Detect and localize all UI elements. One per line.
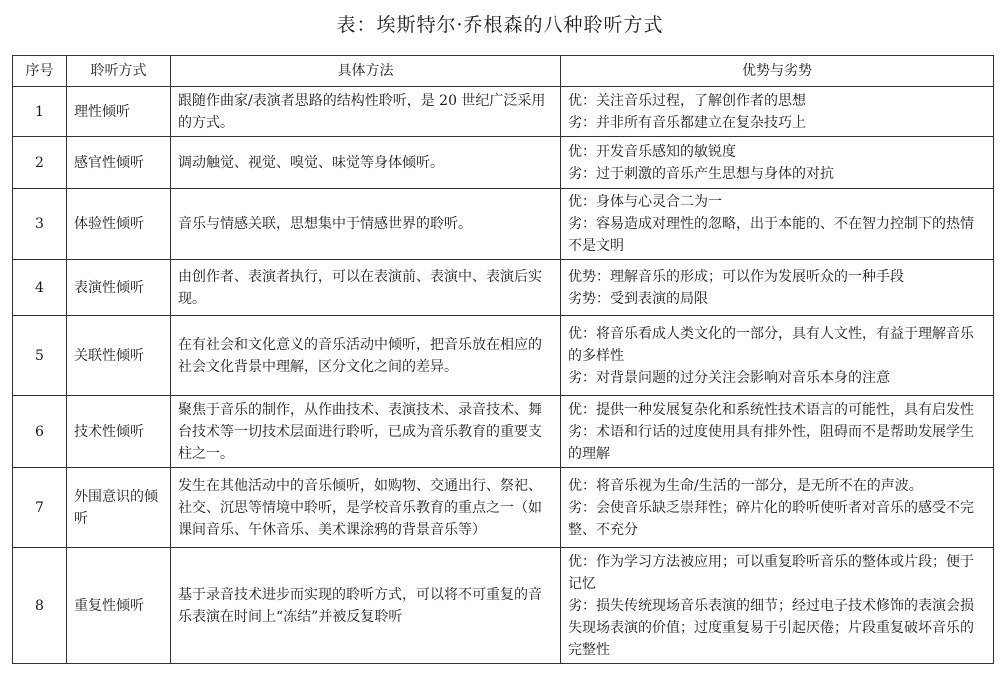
cons-text: 劣：过于刺激的音乐产生思想与身体的对抗 — [568, 165, 834, 182]
pros-text: 优：关注音乐过程，了解创作者的思想 — [568, 92, 806, 109]
column-header-mode: 聆听方式 — [67, 56, 171, 87]
specific-method: 跟随作曲家/表演者思路的结构性聆听，是 20 世纪广泛采用的方式。 — [171, 87, 561, 137]
table-row — [13, 137, 994, 189]
listening-mode: 理性倾听 — [67, 87, 171, 137]
pros-cons — [561, 87, 994, 137]
listening-mode: 重复性倾听 — [67, 548, 171, 664]
pros-cons — [561, 548, 994, 664]
listening-mode: 关联性倾听 — [67, 316, 171, 396]
pros-text: 优势：理解音乐的形成；可以作为发展听众的一种手段 — [568, 268, 904, 285]
specific-method: 发生在其他活动中的音乐倾听，如购物、交通出行、祭祀、社交、沉思等情境中聆听，是学校音乐教育的重点之一（如课间音乐、午休音乐、美术课涂鸦的背景音乐等） — [171, 468, 561, 548]
listening-mode: 技术性倾听 — [67, 396, 171, 468]
specific-method: 由创作者、表演者执行，可以在表演前、表演中、表演后实现。 — [171, 260, 561, 316]
listening-mode: 体验性倾听 — [67, 189, 171, 260]
column-header-pros-cons: 优势与劣势 — [561, 56, 994, 87]
row-number: 8 — [13, 548, 67, 664]
row-number: 7 — [13, 468, 67, 548]
specific-method: 聚焦于音乐的制作，从作曲技术、表演技术、录音技术、舞台技术等一切技术层面进行聆听，已成为音乐教育的重要支柱之一。 — [171, 396, 561, 468]
table-row — [13, 468, 994, 548]
pros-text: 优：将音乐视为生命/生活的一部分，是无所不在的声波。 — [568, 477, 923, 494]
table-row — [13, 87, 994, 137]
specific-method: 在有社会和文化意义的音乐活动中倾听，把音乐放在相应的社会文化背景中理解，区分文化之间的差异。 — [171, 316, 561, 396]
cons-text: 劣：并非所有音乐都建立在复杂技巧上 — [568, 114, 806, 131]
row-number: 3 — [13, 189, 67, 260]
row-number: 1 — [13, 87, 67, 137]
cons-text: 劣：容易造成对理性的忽略，出于本能的、不在智力控制下的热情不是文明 — [568, 216, 974, 254]
table-row — [13, 396, 994, 468]
table-row — [13, 548, 994, 664]
table-title: 表：埃斯特尔·乔根森的八种聆听方式 — [336, 14, 664, 36]
row-number: 2 — [13, 137, 67, 189]
cons-text: 劣：会使音乐缺乏崇拜性；碎片化的聆听使听者对音乐的感受不完整、不充分 — [568, 499, 974, 538]
specific-method: 基于录音技术进步而实现的聆听方式，可以将不可重复的音乐表演在时间上“冻结”并被反复聆听 — [171, 548, 561, 664]
pros-cons — [561, 189, 994, 260]
listening-mode: 表演性倾听 — [67, 260, 171, 316]
pros-cons — [561, 316, 994, 396]
specific-method: 音乐与情感关联，思想集中于情感世界的聆听。 — [171, 189, 561, 260]
cons-text: 劣：损失传统现场音乐表演的细节；经过电子技术修饰的表演会损失现场表演的价值；过度重复易于引起厌倦；片段重复破坏音乐的完整性 — [568, 597, 974, 658]
specific-method: 调动触觉、视觉、嗅觉、味觉等身体倾听。 — [171, 137, 561, 189]
pros-cons — [561, 137, 994, 189]
pros-text: 优：开发音乐感知的敏锐度 — [568, 143, 736, 160]
pros-cons — [561, 396, 994, 468]
pros-cons — [561, 468, 994, 548]
table-row — [13, 316, 994, 396]
cons-text: 劣势：受到表演的局限 — [568, 290, 708, 307]
cons-text: 劣：术语和行话的过度使用具有排外性，阻碍而不是帮助发展学生的理解 — [568, 423, 974, 462]
row-number: 6 — [13, 396, 67, 468]
table-row — [13, 189, 994, 260]
pros-text: 优：身体与心灵合二为一 — [568, 194, 722, 210]
pros-cons — [561, 260, 994, 316]
listening-mode: 感官性倾听 — [67, 137, 171, 189]
header-row — [13, 56, 994, 87]
pros-text: 优：将音乐看成人类文化的一部分，具有人文性，有益于理解音乐的多样性 — [568, 325, 974, 364]
listening-mode: 外围意识的倾听 — [67, 468, 171, 548]
listening-methods-table — [12, 55, 994, 664]
column-header-method: 具体方法 — [171, 56, 561, 87]
column-header-number: 序号 — [13, 56, 67, 87]
cons-text: 劣：对背景问题的过分关注会影响对音乐本身的注意 — [568, 369, 890, 386]
row-number: 5 — [13, 316, 67, 396]
table-row — [13, 260, 994, 316]
pros-text: 优：作为学习方法被应用；可以重复聆听音乐的整体或片段；便于记忆 — [568, 553, 974, 592]
pros-text: 优：提供一种发展复杂化和系统性技术语言的可能性，具有启发性 — [568, 401, 974, 418]
row-number: 4 — [13, 260, 67, 316]
